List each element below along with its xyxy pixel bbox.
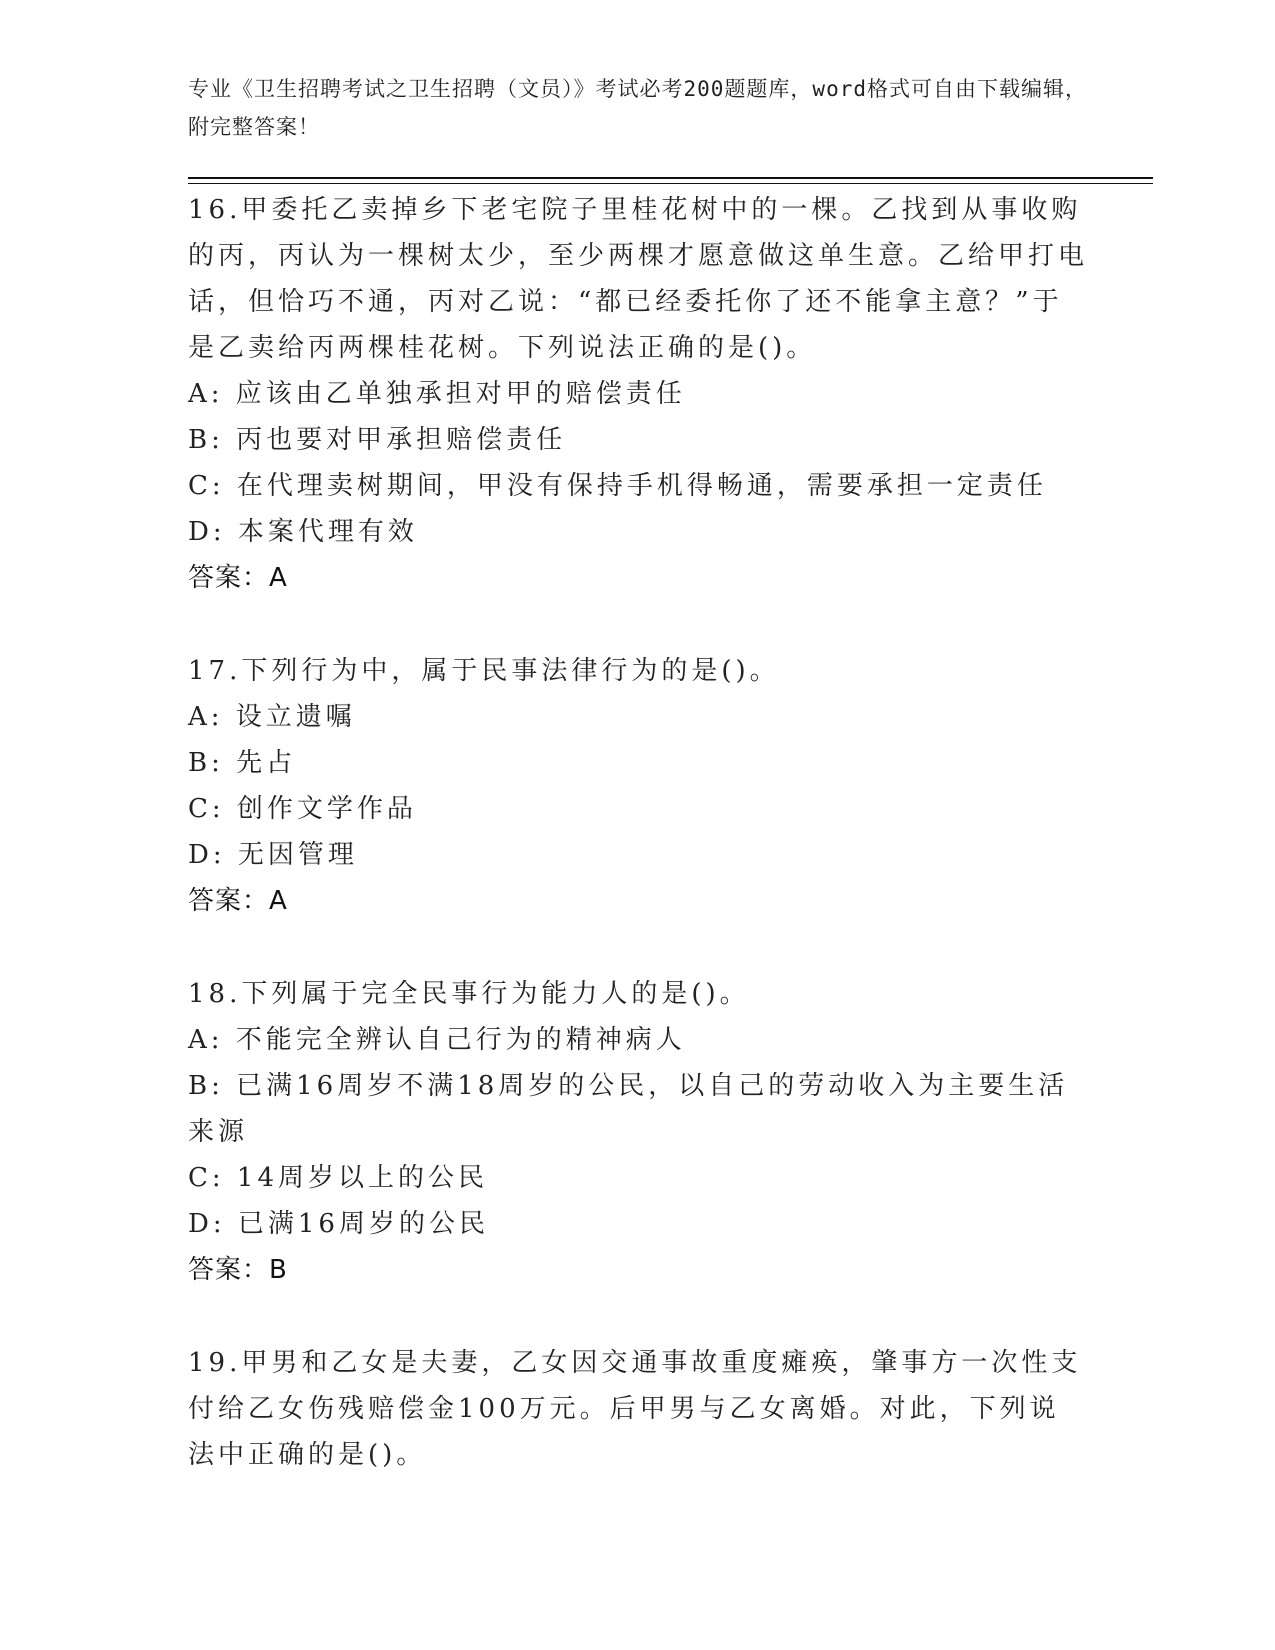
answer-line: 答案：A <box>188 563 288 593</box>
header-divider-thick <box>188 177 1153 179</box>
question-stem: 17.下列行为中，属于民事法律行为的是()。 <box>188 656 780 686</box>
option-a: A: 应该由乙单独承担对甲的赔偿责任 <box>188 379 686 409</box>
answer-line: 答案：A <box>188 886 288 916</box>
option-a: A: 不能完全辨认自己行为的精神病人 <box>188 1025 686 1055</box>
option-b: B: 已满16周岁不满18周岁的公民，以自己的劳动收入为主要生活来源 <box>188 1071 1069 1147</box>
option-d: D: 无因管理 <box>188 840 358 870</box>
option-d: D: 本案代理有效 <box>188 517 418 547</box>
answer-line: 答案：B <box>188 1255 288 1285</box>
document-header: 专业《卫生招聘考试之卫生招聘（文员）》考试必考200题题库，word格式可自由下载编辑，附完整答案！ <box>188 77 1087 139</box>
option-a: A: 设立遗嘱 <box>188 702 356 732</box>
question-stem: 19.甲男和乙女是夫妻，乙女因交通事故重度瘫痪，肇事方一次性支付给乙女伤残赔偿金100万元。后甲男与乙女离婚。对此，下列说法中正确的是()。 <box>188 1348 1082 1470</box>
question-18 <box>188 971 1088 1293</box>
question-list <box>188 187 1088 1525</box>
option-d: D: 已满16周岁的公民 <box>188 1209 489 1239</box>
option-b: B: 丙也要对甲承担赔偿责任 <box>188 425 567 455</box>
question-16 <box>188 187 1088 601</box>
option-b: B: 先占 <box>188 748 297 778</box>
question-17 <box>188 648 1088 924</box>
header-divider-thin <box>188 183 1153 184</box>
option-c: C: 创作文学作品 <box>188 794 417 824</box>
option-c: C: 14周岁以上的公民 <box>188 1163 489 1193</box>
question-19 <box>188 1340 1088 1478</box>
option-c: C: 在代理卖树期间，甲没有保持手机得畅通，需要承担一定责任 <box>188 471 1047 501</box>
question-stem: 18.下列属于完全民事行为能力人的是()。 <box>188 979 750 1009</box>
question-stem: 16.甲委托乙卖掉乡下老宅院子里桂花树中的一棵。乙找到从事收购的丙，丙认为一棵树太少，至少两棵才愿意做这单生意。乙给甲打电话，但恰巧不通，丙对乙说：“都已经委托你了还不能拿主意？”于是乙卖给丙两棵桂花树。下列说法正确的是()。 <box>188 195 1089 363</box>
